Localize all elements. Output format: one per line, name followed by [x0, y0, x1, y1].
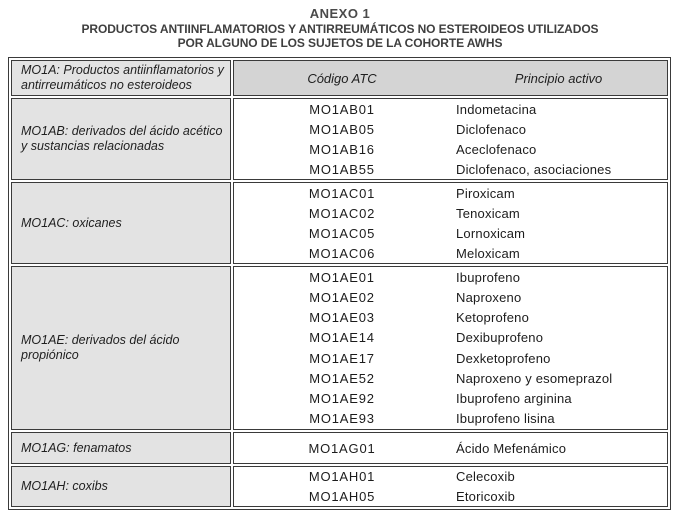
group-label: MO1AC: oxicanes	[11, 182, 231, 264]
principio-activo: Diclofenaco	[456, 121, 527, 137]
group-label: MO1AH: coxibs	[11, 466, 231, 507]
group-rows	[233, 98, 668, 180]
group-rows	[233, 182, 668, 264]
atc-code: MO1AB05	[309, 121, 375, 137]
principio-activo: Dexibuprofeno	[456, 330, 544, 346]
principio-activo: Ibuprofeno lisina	[456, 411, 555, 427]
group-rows	[233, 466, 668, 507]
title-line-2: POR ALGUNO DE LOS SUJETOS DE LA COHORTE AWHS	[177, 36, 503, 50]
principio-activo: Aceclofenaco	[456, 141, 537, 157]
table-header-row	[11, 60, 668, 96]
table-row	[234, 409, 667, 429]
principio-activo: Ketoprofeno	[456, 310, 530, 326]
table-row	[234, 487, 667, 507]
atc-code: MO1AE03	[309, 310, 375, 326]
atc-code: MO1AC02	[308, 205, 376, 221]
atc-code: MO1AC05	[308, 225, 376, 241]
table-row	[234, 389, 667, 409]
group-label: MO1AG: fenamatos	[11, 432, 231, 464]
principio-activo: Tenoxicam	[456, 205, 520, 221]
table-group-row	[11, 266, 668, 430]
title-line-1: PRODUCTOS ANTIINFLAMATORIOS Y ANTIRREUMÁTICOS NO ESTEROIDEOS UTILIZADOS	[81, 22, 599, 36]
atc-code: MO1AE14	[309, 330, 375, 346]
table-row	[234, 139, 667, 159]
atc-code: MO1AE92	[309, 391, 375, 407]
column-header-principio-activo: Principio activo	[514, 70, 603, 86]
table-row	[234, 243, 667, 263]
principio-activo: Ibuprofeno	[456, 269, 521, 285]
group-label: MO1AE: derivados del ácido propiónico	[11, 266, 231, 430]
table-row	[234, 467, 667, 487]
principio-activo: Etoricoxib	[456, 488, 516, 504]
atc-code: MO1AE01	[309, 269, 375, 285]
table-group-row	[11, 432, 668, 464]
principio-activo: Ibuprofeno arginina	[456, 391, 572, 407]
atc-table	[8, 57, 671, 510]
table-row	[234, 368, 667, 388]
atc-code: MO1AH05	[308, 488, 376, 504]
table-row	[234, 348, 667, 368]
table-row	[234, 328, 667, 348]
principio-activo: Indometacina	[456, 101, 537, 117]
principio-activo: Meloxicam	[456, 245, 520, 261]
principio-activo: Lornoxicam	[456, 225, 526, 241]
table-group-row	[11, 98, 668, 180]
group-rows	[233, 432, 668, 464]
atc-code: MO1AB01	[309, 101, 375, 117]
table-row	[234, 223, 667, 243]
atc-code: MO1AB16	[309, 141, 375, 157]
atc-code: MO1AE17	[309, 350, 375, 366]
atc-code: MO1AE52	[309, 370, 375, 386]
table-group-row	[11, 182, 668, 264]
principio-activo: Ácido Mefenámico	[456, 440, 567, 456]
principio-activo: Naproxeno	[456, 289, 522, 305]
principio-activo: Celecoxib	[456, 469, 515, 485]
principio-activo: Diclofenaco, asociaciones	[456, 161, 612, 177]
table-header-columns	[233, 60, 668, 96]
table-header-group-label: MO1A: Productos antiinflamatorios y antirreumáticos no esteroideos	[11, 60, 231, 96]
table-row	[234, 99, 667, 119]
table-group-row	[11, 466, 668, 507]
principio-activo: Naproxeno y esomeprazol	[456, 370, 613, 386]
atc-code: MO1AE02	[309, 289, 375, 305]
atc-code: MO1AC01	[308, 185, 376, 201]
table-row	[234, 267, 667, 287]
atc-code: MO1AH01	[308, 469, 376, 485]
table-row	[234, 433, 667, 463]
document-title-block	[0, 0, 680, 50]
table-row	[234, 183, 667, 203]
annex-title: ANEXO 1	[309, 6, 371, 21]
table-row	[234, 119, 667, 139]
column-header-codigo-atc: Código ATC	[307, 70, 377, 86]
atc-code: MO1AG01	[308, 440, 376, 456]
table-row	[234, 159, 667, 179]
group-rows	[233, 266, 668, 430]
atc-code: MO1AB55	[309, 161, 375, 177]
principio-activo: Dexketoprofeno	[456, 350, 551, 366]
atc-code: MO1AC06	[308, 245, 376, 261]
group-label: MO1AB: derivados del ácido acético y sustancias relacionadas	[11, 98, 231, 180]
principio-activo: Piroxicam	[456, 185, 515, 201]
table-row	[234, 287, 667, 307]
table-row	[234, 308, 667, 328]
atc-code: MO1AE93	[309, 411, 375, 427]
table-row	[234, 203, 667, 223]
